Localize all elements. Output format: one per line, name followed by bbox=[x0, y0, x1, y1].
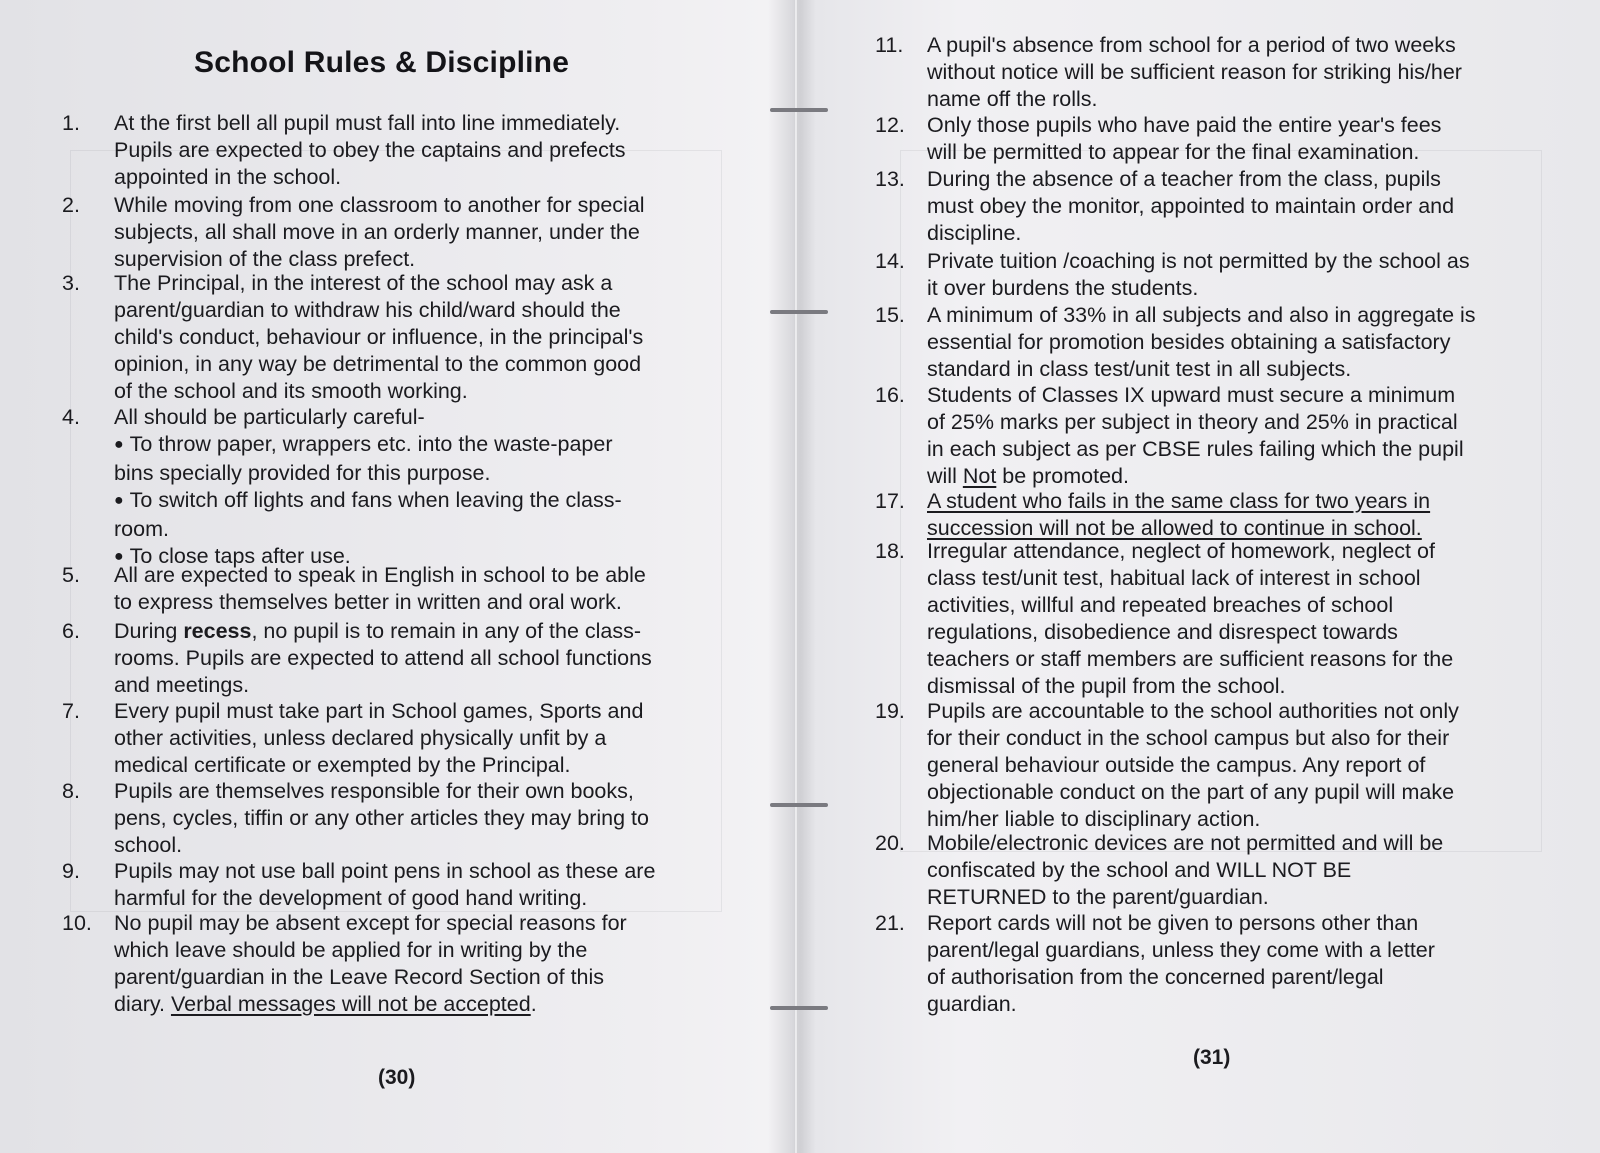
rule-number: 21. bbox=[875, 911, 905, 935]
rule-item bbox=[875, 166, 1530, 247]
staple bbox=[770, 1006, 828, 1010]
rule-text-line: Only those pupils who have paid the entire year's fees bbox=[927, 113, 1442, 137]
rule-text-line: for their conduct in the school campus but also for their bbox=[927, 726, 1450, 750]
rule-text-line: RETURNED to the parent/guardian. bbox=[927, 885, 1269, 909]
rule-item bbox=[875, 32, 1530, 113]
rule-number: 12. bbox=[875, 113, 905, 137]
bullet-line: bins specially provided for this purpose. bbox=[114, 461, 491, 485]
rule-text bbox=[114, 110, 712, 191]
rule-text-line: which leave should be applied for in writing by the bbox=[114, 938, 588, 962]
rule-item bbox=[62, 910, 712, 1018]
rule-text-line: confiscated by the school and WILL NOT BE bbox=[927, 858, 1352, 882]
rule-text bbox=[114, 778, 712, 859]
rule-text-line: to express themselves better in written and oral work. bbox=[114, 590, 622, 614]
rule-item bbox=[875, 302, 1530, 383]
rule-text-line: parent/legal guardians, unless they come with a letter bbox=[927, 938, 1435, 962]
bold-term: recess bbox=[183, 619, 252, 643]
underlined-rule-line: succession will not be allowed to continue in school. bbox=[927, 516, 1422, 540]
rule-text-line: Private tuition /coaching is not permitted by the school as bbox=[927, 249, 1470, 273]
rule-text-line: Irregular attendance, neglect of homework, neglect of bbox=[927, 539, 1435, 563]
staple bbox=[770, 310, 828, 314]
rule-number: 19. bbox=[875, 699, 905, 723]
underlined-phrase: Not bbox=[962, 464, 997, 488]
rule-text-line: other activities, unless declared physically unfit by a bbox=[114, 726, 607, 750]
rule-text-line: A minimum of 33% in all subjects and also in aggregate is bbox=[927, 303, 1476, 327]
rule-text-line: Every pupil must take part in School games, Sports and bbox=[114, 699, 644, 723]
rule-text-line bbox=[114, 991, 712, 1018]
rule-text bbox=[927, 32, 1530, 113]
rule-text-line: objectionable conduct on the part of any pupil will make bbox=[927, 780, 1455, 804]
rule-text-line: Pupils are expected to obey the captains and prefects bbox=[114, 138, 626, 162]
rule-text-line bbox=[114, 672, 712, 699]
rule-number: 2. bbox=[62, 193, 80, 217]
rule-text-line bbox=[927, 463, 1530, 490]
bullet-line: room. bbox=[114, 517, 169, 541]
rule-text-line: school. bbox=[114, 833, 183, 857]
rule-item bbox=[62, 192, 712, 273]
text-segment: . bbox=[530, 992, 537, 1016]
text-segment: and meetings. bbox=[114, 673, 250, 697]
bullet-line: ● To close taps after use. bbox=[114, 543, 712, 572]
rule-item bbox=[875, 488, 1530, 542]
rule-text bbox=[927, 248, 1530, 302]
rule-text-line: class test/unit test, habitual lack of interest in school bbox=[927, 566, 1421, 590]
rule-number: 9. bbox=[62, 859, 80, 883]
rule-text-line: All should be particularly careful- bbox=[114, 405, 425, 429]
rule-text-line: A pupil's absence from school for a period of two weeks bbox=[927, 33, 1456, 57]
rule-item bbox=[875, 248, 1530, 302]
rule-number: 15. bbox=[875, 303, 905, 327]
rule-number: 7. bbox=[62, 699, 80, 723]
page-number: (31) bbox=[1193, 1046, 1231, 1069]
rule-text-line: pens, cycles, tiffin or any other articles they may bring to bbox=[114, 806, 649, 830]
rule-number: 13. bbox=[875, 167, 905, 191]
rule-number: 17. bbox=[875, 489, 905, 513]
rule-text-line bbox=[114, 645, 712, 672]
rule-item bbox=[62, 858, 712, 912]
rule-text bbox=[927, 698, 1530, 833]
rule-text-line: him/her liable to disciplinary action. bbox=[927, 807, 1261, 831]
rule-text-line: No pupil may be absent except for special reasons for bbox=[114, 911, 627, 935]
rule-item bbox=[62, 698, 712, 779]
rule-text-line: medical certificate or exempted by the Principal. bbox=[114, 753, 571, 777]
rule-text-line: parent/guardian in the Leave Record Section of this bbox=[114, 965, 605, 989]
rule-text-line: harmful for the development of good hand writing. bbox=[114, 886, 588, 910]
rule-text-line: Mobile/electronic devices are not permitted and will be bbox=[927, 831, 1444, 855]
page-number: (30) bbox=[378, 1066, 416, 1089]
rule-text-line: of authorisation from the concerned parent/legal bbox=[927, 965, 1384, 989]
rule-text bbox=[114, 618, 712, 699]
book-spine bbox=[794, 0, 798, 1153]
staple bbox=[770, 108, 828, 112]
rule-number: 4. bbox=[62, 405, 80, 429]
rule-text-line: activities, willful and repeated breaches of school bbox=[927, 593, 1394, 617]
rule-text-line: in each subject as per CBSE rules failing which the pupil bbox=[927, 437, 1464, 461]
bullet-line: ● To switch off lights and fans when leaving the class- bbox=[114, 487, 712, 516]
text-segment: diary. bbox=[114, 992, 171, 1016]
rule-number: 5. bbox=[62, 563, 80, 587]
rule-text-line: guardian. bbox=[927, 992, 1017, 1016]
rule-text-line: At the first bell all pupil must fall into line immediately. bbox=[114, 111, 621, 135]
text-segment: rooms. Pupils are expected to attend all school functions bbox=[114, 646, 652, 670]
rule-text-line: must obey the monitor, appointed to maintain order and bbox=[927, 194, 1455, 218]
rule-text-line: dismissal of the pupil from the school. bbox=[927, 674, 1286, 698]
rule-text-line: discipline. bbox=[927, 221, 1022, 245]
underlined-rule-line: A student who fails in the same class for two years in bbox=[927, 489, 1431, 513]
rule-number: 3. bbox=[62, 271, 80, 295]
text-segment: be promoted. bbox=[996, 464, 1129, 488]
rule-item bbox=[62, 562, 712, 616]
rule-number: 8. bbox=[62, 779, 80, 803]
underlined-phrase: Verbal messages will not be accepted bbox=[170, 992, 531, 1016]
rule-text-line: general behaviour outside the campus. Any report of bbox=[927, 753, 1426, 777]
rule-text-line: Pupils may not use ball point pens in school as these are bbox=[114, 859, 656, 883]
rule-item bbox=[62, 270, 712, 405]
text-segment: , no pupil is to remain in any of the class- bbox=[251, 619, 642, 643]
rule-text bbox=[114, 562, 712, 616]
rule-text bbox=[927, 910, 1530, 1018]
staple bbox=[770, 803, 828, 807]
rule-item bbox=[875, 698, 1530, 833]
rule-text bbox=[927, 488, 1530, 542]
rule-text-line: standard in class test/unit test in all subjects. bbox=[927, 357, 1352, 381]
rule-text-line: Pupils are themselves responsible for their own books, bbox=[114, 779, 634, 803]
text-segment: During bbox=[114, 619, 184, 643]
rule-number: 1. bbox=[62, 111, 80, 135]
rule-text bbox=[114, 404, 712, 572]
rule-text-line: The Principal, in the interest of the school may ask a bbox=[114, 271, 613, 295]
rule-number: 10. bbox=[62, 911, 92, 935]
rule-item bbox=[875, 382, 1530, 490]
rule-text-line: child's conduct, behaviour or influence, in the principal's bbox=[114, 325, 644, 349]
rule-text bbox=[114, 858, 712, 912]
rule-number: 20. bbox=[875, 831, 905, 855]
rule-text-line: supervision of the class prefect. bbox=[114, 247, 416, 271]
rule-text bbox=[927, 382, 1530, 490]
rule-text-line: During the absence of a teacher from the class, pupils bbox=[927, 167, 1441, 191]
rule-item bbox=[62, 618, 712, 699]
rule-text-line: Pupils are accountable to the school authorities not only bbox=[927, 699, 1459, 723]
rule-text-line: essential for promotion besides obtaining a satisfactory bbox=[927, 330, 1451, 354]
rule-number: 6. bbox=[62, 619, 80, 643]
rule-text-line: name off the rolls. bbox=[927, 87, 1098, 111]
rule-item bbox=[875, 830, 1530, 911]
rule-text-line: parent/guardian to withdraw his child/ward should the bbox=[114, 298, 621, 322]
rule-item bbox=[875, 910, 1530, 1018]
text-segment: will bbox=[927, 464, 963, 488]
rule-number: 18. bbox=[875, 539, 905, 563]
rule-item bbox=[62, 778, 712, 859]
rule-text bbox=[927, 166, 1530, 247]
rule-text-line: subjects, all shall move in an orderly manner, under the bbox=[114, 220, 640, 244]
rule-item bbox=[62, 404, 712, 572]
rule-text-line: teachers or staff members are sufficient reasons for the bbox=[927, 647, 1454, 671]
rule-text-line: of 25% marks per subject in theory and 25% in practical bbox=[927, 410, 1458, 434]
rule-text bbox=[114, 270, 712, 405]
rule-text-line: Students of Classes IX upward must secure a minimum bbox=[927, 383, 1456, 407]
rule-text bbox=[927, 112, 1530, 166]
rule-text-line: it over burdens the students. bbox=[927, 276, 1199, 300]
rule-text-line: appointed in the school. bbox=[114, 165, 342, 189]
rule-item bbox=[875, 112, 1530, 166]
rule-text-line: regulations, disobedience and disrespect towards bbox=[927, 620, 1398, 644]
rule-number: 16. bbox=[875, 383, 905, 407]
page-title: School Rules & Discipline bbox=[194, 46, 570, 79]
rule-text-line: All are expected to speak in English in school to be able bbox=[114, 563, 646, 587]
rule-text-line: While moving from one classroom to another for special bbox=[114, 193, 645, 217]
rule-text-line: without notice will be sufficient reason for striking his/her bbox=[927, 60, 1462, 84]
rule-text bbox=[927, 538, 1530, 700]
rule-item bbox=[875, 538, 1530, 700]
rule-text bbox=[927, 830, 1530, 911]
rule-text-line: opinion, in any way be detrimental to the common good bbox=[114, 352, 642, 376]
rule-text-line: of the school and its smooth working. bbox=[114, 379, 468, 403]
bullet-line: ● To throw paper, wrappers etc. into the waste-paper bbox=[114, 431, 712, 460]
rule-text bbox=[114, 698, 712, 779]
rule-text-line: will be permitted to appear for the final examination. bbox=[927, 140, 1420, 164]
rule-text-line: Report cards will not be given to persons other than bbox=[927, 911, 1419, 935]
rule-text bbox=[114, 192, 712, 273]
rule-number: 14. bbox=[875, 249, 905, 273]
rule-number: 11. bbox=[875, 33, 904, 57]
rule-item bbox=[62, 110, 712, 191]
rule-text bbox=[114, 910, 712, 1018]
rule-text bbox=[927, 302, 1530, 383]
rule-text-line bbox=[114, 618, 712, 645]
